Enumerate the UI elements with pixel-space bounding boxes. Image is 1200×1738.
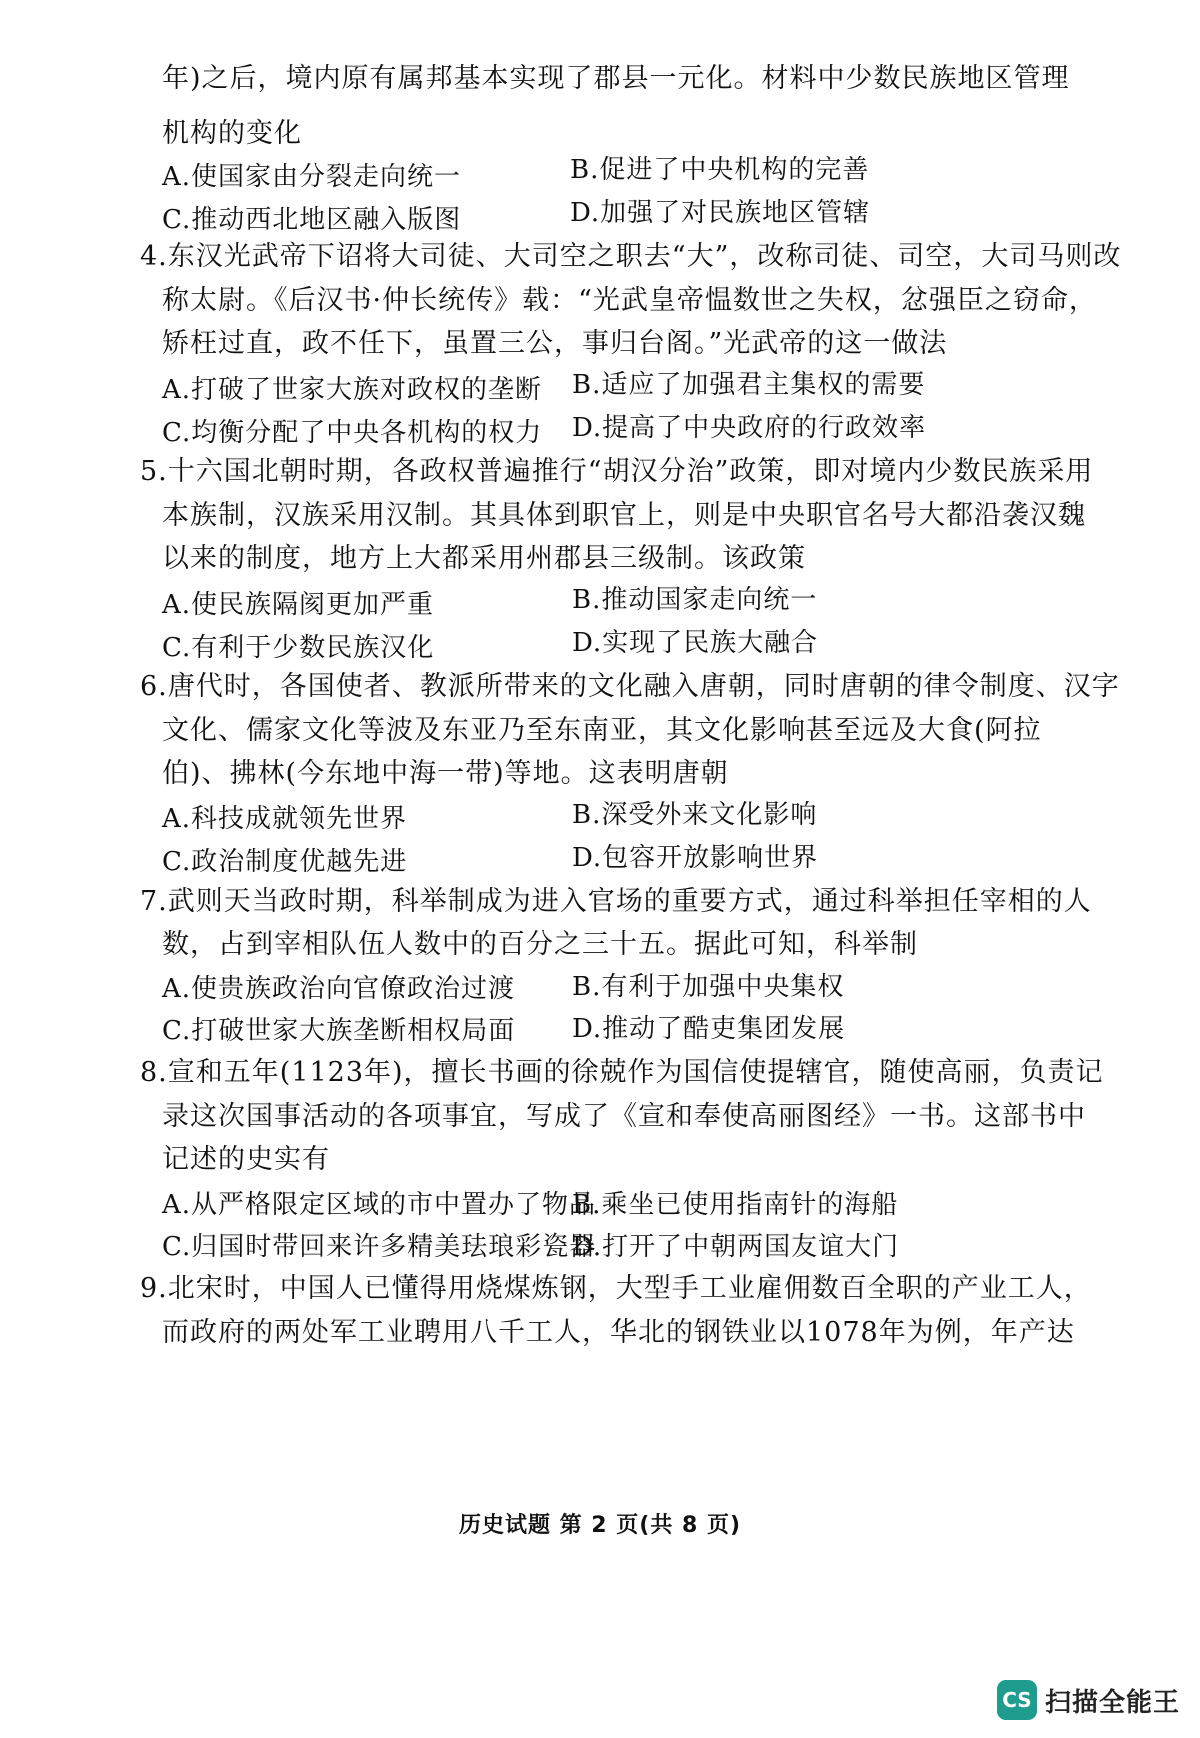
question-5-text-line-3: 以来的制度，地方上大都采用州郡县三级制。该政策 xyxy=(162,543,806,574)
question-3-text-line-1: 年)之后，境内原有属邦基本实现了郡县一元化。材料中少数民族地区管理 xyxy=(162,63,1070,94)
question-7-text-line-1: 7.武则天当政时期，科举制成为进入官场的重要方式，通过科举担任宰相的人 xyxy=(140,886,1092,917)
question-9-text-line-2: 而政府的两处军工业聘用八千工人，华北的钢铁业以1078年为例，年产达 xyxy=(162,1317,1075,1348)
question-5-option-b: B.推动国家走向统一 xyxy=(572,585,818,615)
question-4-option-a: A.打破了世家大族对政权的垄断 xyxy=(162,375,543,405)
watermark-text: 扫描全能王 xyxy=(1044,1687,1180,1718)
question-6-text-line-3: 伯)、拂林(今东地中海一带)等地。这表明唐朝 xyxy=(162,758,729,789)
question-7-option-d: D.推动了酷吏集团发展 xyxy=(572,1014,846,1044)
page-footer: 历史试题 第 2 页(共 8 页) xyxy=(458,1513,742,1538)
question-3-option-d: D.加强了对民族地区管辖 xyxy=(570,198,871,228)
question-8-option-a: A.从严格限定区域的市中置办了物品 xyxy=(162,1190,597,1220)
question-7-option-c: C.打破世家大族垄断相权局面 xyxy=(162,1016,516,1046)
question-8-text-line-1: 8.宣和五年(1123年)，擅长书画的徐兢作为国信使提辖官，随使高丽，负责记 xyxy=(140,1057,1104,1088)
question-6-text-line-2: 文化、儒家文化等波及东亚乃至东南亚，其文化影响甚至远及大食(阿拉 xyxy=(162,715,1042,746)
question-4-text-line-3: 矫枉过直，政不任下，虽置三公，事归台阁。”光武帝的这一做法 xyxy=(162,328,948,359)
question-4-option-b: B.适应了加强君主集权的需要 xyxy=(572,370,926,400)
question-5-option-c: C.有利于少数民族汉化 xyxy=(162,633,435,663)
question-4-option-d: D.提高了中央政府的行政效率 xyxy=(572,413,927,443)
question-8-text-line-3: 记述的史实有 xyxy=(162,1144,330,1175)
question-7-text-line-2: 数，占到宰相队伍人数中的百分之三十五。据此可知，科举制 xyxy=(162,929,918,960)
question-3-option-b: B.促进了中央机构的完善 xyxy=(570,155,870,185)
question-7-option-b: B.有利于加强中央集权 xyxy=(572,972,845,1002)
question-8-text-line-2: 录这次国事活动的各项事宜，写成了《宣和奉使高丽图经》一书。这部书中 xyxy=(162,1101,1086,1132)
question-6-option-b: B.深受外来文化影响 xyxy=(572,800,818,830)
question-7-option-a: A.使贵族政治向官僚政治过渡 xyxy=(162,974,516,1004)
question-6-option-a: A.科技成就领先世界 xyxy=(162,804,408,834)
question-5-text-line-2: 本族制，汉族采用汉制。其具体到职官上，则是中央职官名号大都沿袭汉魏 xyxy=(162,500,1086,531)
question-9-text-line-1: 9.北宋时，中国人已懂得用烧煤炼钢，大型手工业雇佣数百全职的产业工人， xyxy=(140,1273,1092,1304)
question-3-option-c: C.推动西北地区融入版图 xyxy=(162,205,462,235)
question-4-text-line-1: 4.东汉光武帝下诏将大司徒、大司空之职去“大”，改称司徒、司空，大司马则改 xyxy=(140,241,1122,272)
question-5-option-d: D.实现了民族大融合 xyxy=(572,628,819,658)
question-3-option-a: A.使国家由分裂走向统一 xyxy=(162,162,462,192)
scanner-watermark xyxy=(997,1680,1180,1720)
question-6-text-line-1: 6.唐代时，各国使者、教派所带来的文化融入唐朝，同时唐朝的律令制度、汉字 xyxy=(140,671,1120,702)
question-4-option-c: C.均衡分配了中央各机构的权力 xyxy=(162,418,543,448)
question-4-text-line-2: 称太尉。《后汉书·仲长统传》载：“光武皇帝愠数世之失权，忿强臣之窃命， xyxy=(162,285,1097,316)
camscanner-logo-icon: CS xyxy=(997,1680,1037,1720)
question-8-option-d: D.打开了中朝两国友谊大门 xyxy=(572,1232,900,1262)
question-6-option-d: D.包容开放影响世界 xyxy=(572,843,819,873)
question-3-text-line-2: 机构的变化 xyxy=(162,118,302,149)
question-8-option-c: C.归国时带回来许多精美珐琅彩瓷器 xyxy=(162,1232,597,1262)
question-6-option-c: C.政治制度优越先进 xyxy=(162,847,408,877)
question-5-text-line-1: 5.十六国北朝时期，各政权普遍推行“胡汉分治”政策，即对境内少数民族采用 xyxy=(140,456,1094,487)
question-5-option-a: A.使民族隔阂更加严重 xyxy=(162,590,435,620)
question-8-option-b: B.乘坐已使用指南针的海船 xyxy=(572,1190,899,1220)
